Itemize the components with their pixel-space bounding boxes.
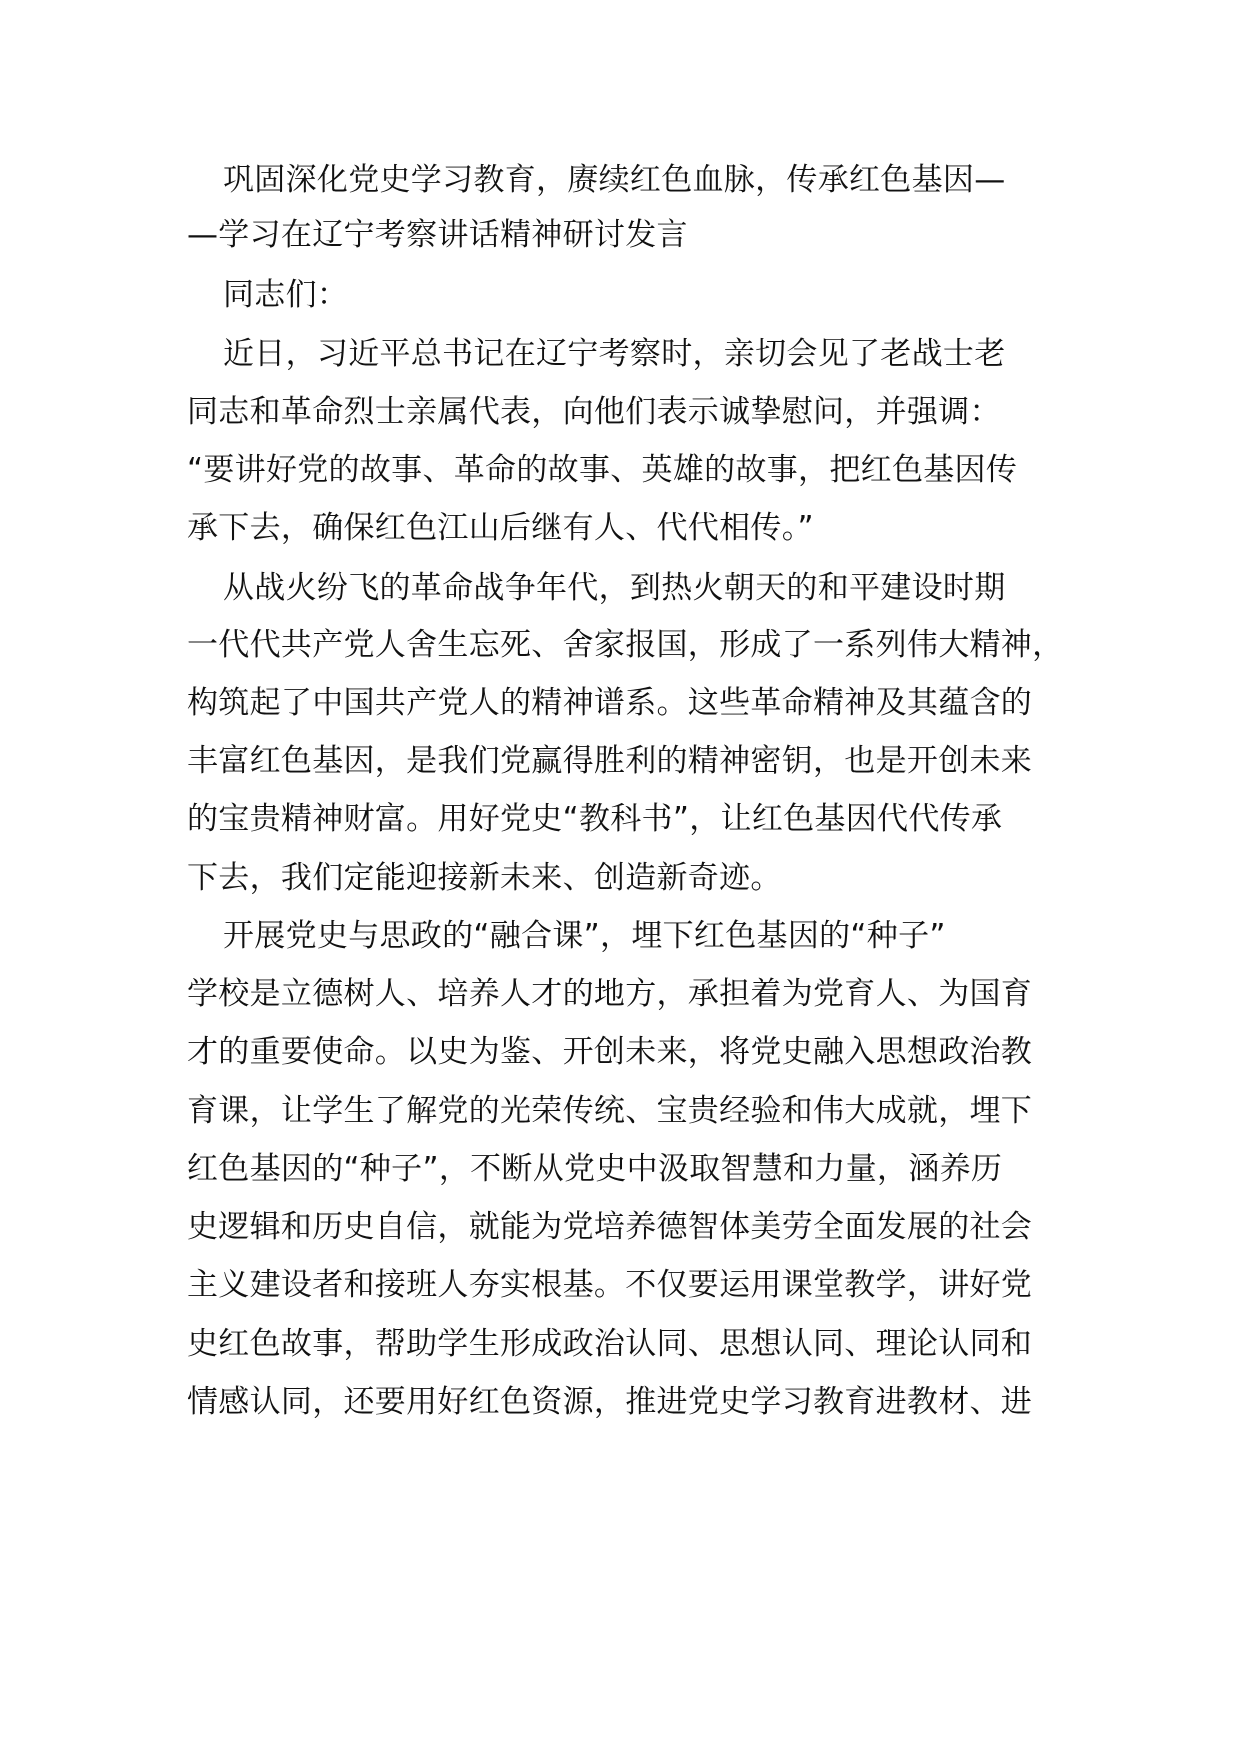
paragraph-2-line-5: 的宝贵精神财富。用好党史“教科书”，让红色基因代代传承 (187, 801, 1003, 837)
title-line-2: —学习在辽宁考察讲话精神研讨发言 (187, 217, 688, 253)
paragraph-2-line-1: 从战火纷飞的革命战争年代，到热火朝天的和平建设时期 (223, 570, 1006, 606)
paragraph-2-line-6: 下去，我们定能迎接新未来、创造新奇迹。 (187, 860, 782, 896)
title-line-1: 巩固深化党史学习教育，赓续红色血脉，传承红色基因— (223, 162, 1006, 198)
paragraph-3-line-2: 学校是立德树人、培养人才的地方，承担着为党育人、为国育 (187, 976, 1033, 1012)
paragraph-1-line-2: 同志和革命烈士亲属代表，向他们表示诚挚慰问，并强调： (187, 394, 1001, 430)
paragraph-3-line-8: 史红色故事，帮助学生形成政治认同、思想认同、理论认同和 (187, 1326, 1033, 1362)
paragraph-2-line-2: 一代代共产党人舍生忘死、舍家报国，形成了一系列伟大精神， (187, 627, 1064, 663)
paragraph-3-line-6: 史逻辑和历史自信，就能为党培养德智体美劳全面发展的社会 (187, 1209, 1033, 1245)
paragraph-3-line-7: 主义建设者和接班人夯实根基。不仅要运用课堂教学，讲好党 (187, 1267, 1033, 1303)
paragraph-2-line-4: 丰富红色基因，是我们党赢得胜利的精神密钥，也是开创未来 (187, 743, 1033, 779)
salutation: 同志们： (223, 277, 349, 313)
paragraph-3-line-1: 开展党史与思政的“融合课”，埋下红色基因的“种子” (223, 918, 946, 954)
paragraph-3-line-4: 育课，让学生了解党的光荣传统、宝贵经验和伟大成就，埋下 (187, 1093, 1033, 1129)
paragraph-1-line-1: 近日，习近平总书记在辽宁考察时，亲切会见了老战士老 (223, 336, 1006, 372)
paragraph-1-line-3: “要讲好党的故事、革命的故事、英雄的故事，把红色基因传 (187, 452, 1018, 488)
paragraph-1-line-4: 承下去，确保红色江山后继有人、代代相传。” (187, 510, 814, 546)
paragraph-3-line-9: 情感认同，还要用好红色资源，推进党史学习教育进教材、进 (187, 1384, 1033, 1420)
paragraph-3-line-5: 红色基因的“种子”，不断从党史中汲取智慧和力量，涵养历 (187, 1151, 1003, 1187)
paragraph-2-line-3: 构筑起了中国共产党人的精神谱系。这些革命精神及其蕴含的 (187, 685, 1033, 721)
paragraph-3-line-3: 才的重要使命。以史为鉴、开创未来，将党史融入思想政治教 (187, 1034, 1033, 1070)
